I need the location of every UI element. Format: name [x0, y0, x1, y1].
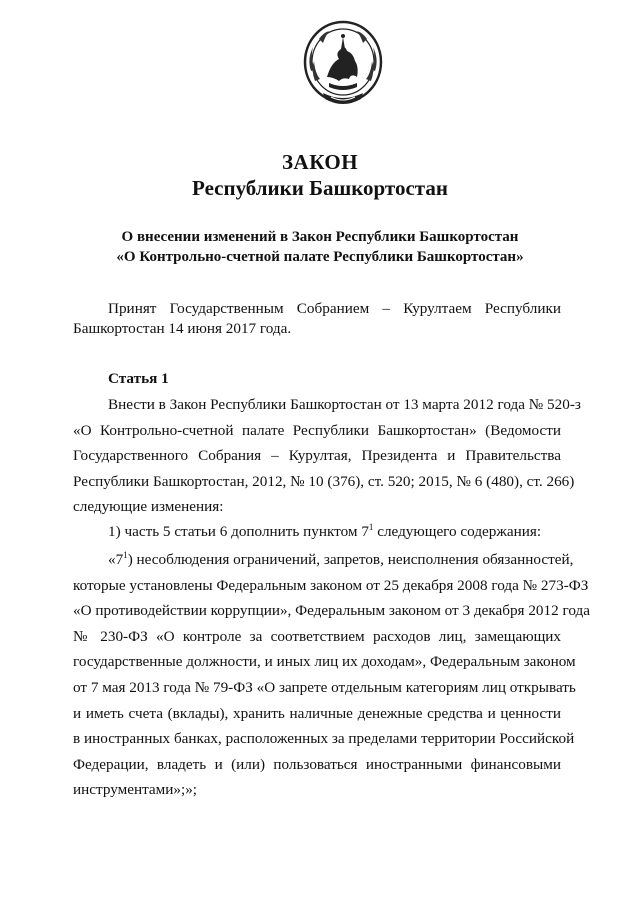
paragraph-line: Республики Башкортостан, 2012, № 10 (376), ст. 520; 2015, № 6 (480), ст. 266) [73, 473, 575, 490]
item-1-line [108, 522, 561, 542]
quote-line: «О противодействии коррупции», Федеральным законом от 3 декабря 2012 года [73, 602, 590, 619]
paragraph-line: Внести в Закон Республики Башкортостан от 13 марта 2012 года № 520-з [108, 396, 581, 413]
law-subject-line-1: О внесении изменений в Закон Республики Башкортостан [121, 229, 519, 245]
quote-text: ) несоблюдения ограничений, запретов, неисполнения обязанностей, [127, 551, 574, 568]
item-1-text-end: следующего содержания: [373, 523, 542, 540]
law-subtitle: Республики Башкортостан [192, 176, 448, 200]
quote-line: Федерации, владеть и (или) пользоваться иностранными финансовыми [73, 756, 561, 773]
article-heading: Статья 1 [108, 370, 169, 387]
law-subject-line-2: «О Контрольно-счетной палате Республики Башкортостан» [116, 249, 524, 265]
quote-line: государственные должности, и иных лиц их доходам», Федеральным законом [73, 653, 576, 670]
adopted-line-1: Принят Государственным Собранием – Курултаем Республики [108, 300, 561, 317]
coat-of-arms-emblem [301, 19, 385, 115]
quote-line: которые установлены Федеральным законом от 25 декабря 2008 года № 273-ФЗ [73, 577, 589, 594]
item-1-superscript: 1 [368, 522, 374, 532]
paragraph-line: следующие изменения: [73, 498, 224, 515]
quote-line: и иметь счета (вклады), хранить наличные денежные средства и ценности [73, 705, 561, 722]
quote-first-line [108, 550, 574, 570]
quote-line: от 7 мая 2013 года № 79-ФЗ «О запрете отдельным категориям лиц открывать [73, 679, 576, 696]
quote-superscript: 1 [123, 550, 128, 560]
quote-open: «7 [108, 551, 124, 568]
quote-line: № 230-ФЗ «О контроле за соответствием расходов лиц, замещающих [73, 628, 561, 645]
adopted-line-2: Башкортостан 14 июня 2017 года. [73, 320, 292, 337]
paragraph-line: Государственного Собрания – Курултая, Президента и Правительства [73, 447, 561, 464]
item-1-text: 1) часть 5 статьи 6 дополнить пунктом 7 [108, 523, 369, 540]
quote-line-last: инструментами»;»; [73, 781, 198, 798]
quote-line: в иностранных банках, расположенных за пределами территории Российской [73, 730, 575, 747]
law-title: ЗАКОН [281, 150, 359, 174]
paragraph-line: «О Контрольно-счетной палате Республики Башкортостан» (Ведомости [73, 422, 561, 439]
